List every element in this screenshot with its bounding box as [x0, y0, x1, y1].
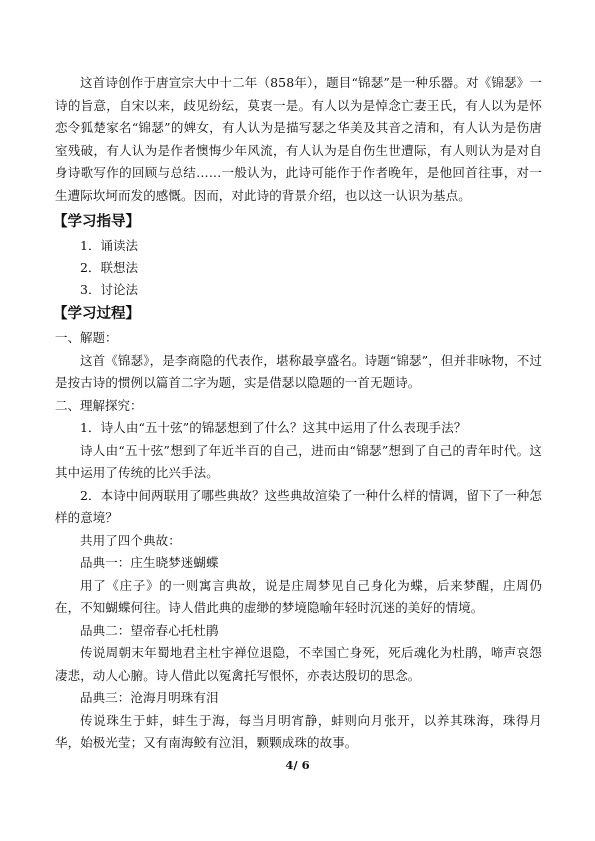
- section2-label: 二、理解探究：: [55, 397, 143, 413]
- question-1: 1．诗人由“五十弦”的锦瑟想到了什么？这其中运用了什么表现手法？: [80, 420, 467, 435]
- allusion-2-title: 品典二：望帝春心托杜鹃: [80, 622, 219, 638]
- allusion-3-title: 品典三：沧海月明珠有泪: [80, 690, 219, 705]
- process-heading: 【学习过程】: [53, 306, 140, 322]
- allusion-3-text: 传说珠生于蚌，蚌生于海，每当月明宵静，蚌则向月张开，以养其珠海，珠得月华，始极光莹；又有南海鲛有泣泪，颗颗成珠的故事。: [55, 712, 542, 750]
- section1-label: 一、解题：: [55, 330, 118, 345]
- guidance-item-2: 2．联想法: [80, 260, 138, 275]
- section1-text: 这首《锦瑟》，是李商隐的代表作，堪称最享盛名。诗题“锦瑟”，但并非咏物，不过是按古诗的惯例以篇首二字为题，实是借瑟以隐题的一首无题诗。: [55, 352, 542, 390]
- guidance-item-3: 3．讨论法: [80, 282, 138, 297]
- question-2: 2．本诗中间两联用了哪些典故？这些典故渲染了一种什么样的情调，留下了一种怎样的意境？: [55, 487, 542, 525]
- page-number: 4/ 6: [285, 758, 310, 772]
- intro-paragraph: 这首诗创作于唐宣宗大中十二年（858年），题目“锦瑟”是一种乐器。对《锦瑟》一诗的旨意，自宋以来，歧见纷纭，莫衷一是。有人以为是悼念亡妻王氏，有人以为是怀恋令狐楚家名“锦瑟”的婢女，有人认为是描写瑟之华美及其音之清和，有人认为是伤唐室残破，有人认为是作者懊悔少年风流，有人认为是自伤生世遭际，有人则认为是对自身诗歌写作的回顾与总结……一般认为，此诗可能作于作者晚年，是他回首往事，对一生遭际坎坷而发的感慨。因而，对此诗的背景介绍，也以这一认识为基点。: [55, 75, 542, 203]
- answer-1: 诗人由“五十弦”想到了年近半百的自己，进而由“锦瑟”想到了自己的青年时代。这其中运用了传统的比兴手法。: [55, 442, 542, 480]
- allusion-1-title: 品典一：庄生晓梦迷蝴蝶: [80, 555, 219, 570]
- page-content: [55, 72, 542, 755]
- answer-2-intro: 共用了四个典故：: [80, 532, 181, 548]
- guidance-heading: 【学习指导】: [53, 214, 140, 230]
- allusion-1-text: 用了《庄子》的一则寓言典故，说是庄周梦见自己身化为蝶，后来梦醒，庄周仍在，不知蝴蝶何往。诗人借此典的虚缈的梦境隐喻年轻时沉迷的美好的情境。: [55, 577, 542, 615]
- allusion-2-text: 传说周朝末年蜀地君主杜宇禅位退隐，不幸国亡身死，死后魂化为杜鹃，啼声哀怨凄悲，动人心腑。诗人借此以冤禽托写恨怀，亦表达殷切的思念。: [55, 645, 542, 683]
- guidance-item-1: 1．诵读法: [80, 238, 138, 253]
